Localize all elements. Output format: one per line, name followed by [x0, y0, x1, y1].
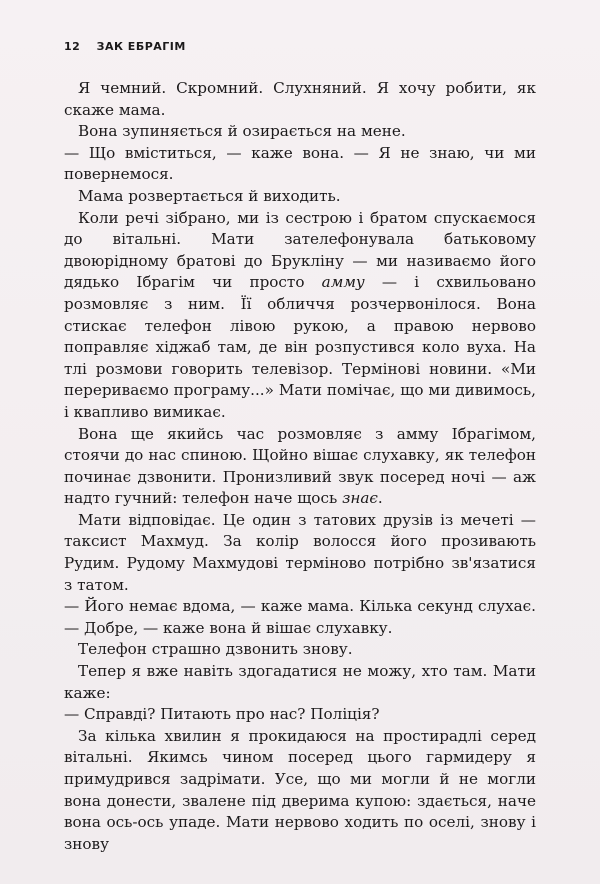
running-head [64, 40, 186, 53]
paragraph: Тепер я вже навіть здогадатися не можу, хто там. Мати каже: [64, 662, 536, 702]
text-run: Коли речі зібрано, ми із сестрою і братом спускаємося до вітальні. Мати зателефонувала батьковому двоюрідному братові до Брукліну — ми називаємо його дядько Ібрагім чи просто [64, 208, 536, 292]
paragraph: Я чемний. Скромний. Слухняний. Я хочу робити, як скаже мама. [64, 79, 536, 119]
paragraph: Телефон страшно дзвонить знову. [78, 640, 353, 659]
dialog-line: — Його немає вдома, — каже мама. Кілька секунд слухає. — Добре, — каже вона й вішає слухавку. [64, 597, 536, 637]
paragraph: Мама розвертається й виходить. [78, 186, 341, 205]
text-run: Вона ще якийсь час розмовляє з амму Ібрагімом, стоячи до нас спиною. Щойно вішає слухавку, як телефон починає дзвонити. Пронизливий звук посеред ночі — аж надто гучний: телефон наче щось [64, 424, 536, 508]
emphasis: знає [342, 489, 378, 508]
dialog-line: — Що вміститься, — каже вона. — Я не знаю, чи ми повернемося. [64, 143, 536, 184]
text-run: — і схвильовано розмовляє з ним. Її обличчя розчервонілося. Вона стискає телефон лівою рукою, а правою нервово поправляє хіджаб там, де він розпустився коло вуха. На тлі розмови говорить телевізор. Термінові новини. «Ми перериваємо програму...» Мати помічає, що ми дивимось, і квапливо вимикає. [64, 273, 536, 421]
author-name: ЗАК ЕБРАГІМ [96, 40, 186, 53]
page-number: 12 [64, 40, 81, 53]
paragraph [64, 208, 536, 424]
paragraph: Вона зупиняється й озирається на мене. [78, 122, 406, 141]
emphasis: амму [321, 273, 365, 292]
paragraph: За кілька хвилин я прокидаюся на простирадлі серед вітальні. Якимсь чином посеред цього гармидеру я примудрився задрімати. Усе, що ми могли й не могли вона донести, звалене під дверима купою: здається, наче вона ось-ось упаде. Мати нервово ходить по оселі, знову і знову [64, 726, 536, 853]
body-text [64, 78, 536, 855]
dialog-line: — Справді? Питають про нас? Поліція? [64, 705, 380, 724]
paragraph: Мати відповідає. Це один з татових друзів із мечеті — таксист Махмуд. За колір волосся його прозивають Рудим. Рудому Махмудові терміново потрібно зв'язатися з татом. [64, 510, 536, 594]
text-run: . [377, 489, 383, 508]
paragraph [64, 424, 536, 510]
